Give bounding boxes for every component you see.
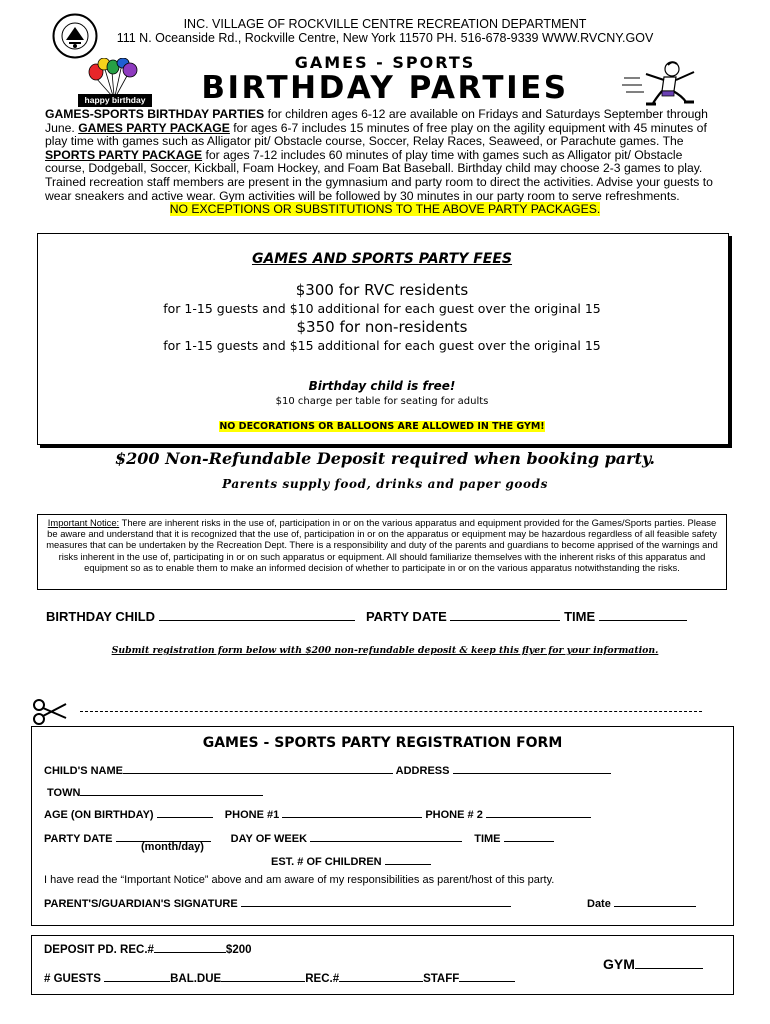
page-title: BIRTHDAY PARTIES (201, 70, 569, 106)
acknowledge-text: I have read the “Important Notice” above and am aware of my responsibilities as parent/host of this party. (44, 874, 555, 886)
bal-due-label: BAL.DUE (170, 973, 222, 985)
no-decorations-note: NO DECORATIONS OR BALLOONS ARE ALLOWED IN THE GYM! (219, 421, 545, 432)
submit-note: Submit registration form below with $200 non-refundable deposit & keep this flyer for your information. (111, 645, 659, 656)
day-of-week-label: DAY OF WEEK (230, 833, 308, 845)
gym-label: GYM (603, 956, 635, 972)
row-est-children (271, 852, 431, 868)
date-field[interactable] (614, 894, 696, 907)
scissors-icon (30, 697, 70, 727)
form-time-label: TIME (474, 833, 501, 845)
table-charge-note: $10 charge per table for seating for adults (275, 396, 489, 407)
rec-field[interactable] (339, 969, 423, 982)
guests-label: # GUESTS (44, 973, 101, 985)
deposit-required-note: $200 Non-Refundable Deposit required when booking party. (115, 449, 655, 468)
fees-title: GAMES AND SPORTS PARTY FEES (251, 251, 513, 267)
party-date-label: PARTY DATE (365, 609, 447, 624)
running-kid-clipart (616, 58, 712, 108)
date-label: Date (587, 898, 611, 910)
est-children-field[interactable] (385, 852, 431, 865)
registration-form-title: GAMES - SPORTS PARTY REGISTRATION FORM (202, 735, 563, 751)
birthday-child-label: BIRTHDAY CHILD (46, 609, 156, 624)
address-field[interactable] (453, 761, 611, 774)
cut-line (80, 711, 702, 712)
nonresident-terms: for 1-15 guests and $15 additional for each guest over the original 15 (163, 338, 601, 353)
deposit-amount: $200 (225, 944, 252, 956)
signature-label: PARENT'S/GUARDIAN'S SIGNATURE (44, 898, 238, 910)
games-sports-subtitle: GAMES - SPORTS (294, 53, 476, 72)
intro-lead: GAMES-SPORTS BIRTHDAY PARTIES (45, 107, 265, 121)
time-label: TIME (564, 609, 596, 624)
header-address-line: 111 N. Oceanside Rd., Rockville Centre, New York 11570 PH. 516-678-9339 WWW.RVCNY.GOV (116, 31, 654, 45)
deposit-paid-label: DEPOSIT PD. REC.# (44, 944, 154, 956)
row-signature (44, 894, 511, 910)
row-party-date (44, 829, 554, 845)
town-field[interactable] (80, 783, 263, 796)
nonresident-price: $350 for non-residents (296, 318, 468, 336)
age-field[interactable] (157, 805, 213, 818)
important-notice-text: There are inherent risks in the use of, participation in or on the various apparatus and equipment provided for the Games/Sports parties. Please be aware and understand that it is recognized that the use of, participation in or on the apparatus or equipment may be hazardous regardless of all feasible safety measures that can be undertaken by the Recreation Dept. There is a responsibility and duty of the parents and guardians to become apprised of the warnings and risks inherent in the use of, participating in or on such apparatus or equipment. All should familiarize themselves with the inherent risks of this apparatus and equipment so as to enable them to make an informed decision of whether to participate in or on the various apparatus notwithstanding the risks. (46, 517, 718, 573)
phone1-label: PHONE #1 (224, 809, 280, 821)
gym-field[interactable] (635, 954, 703, 969)
intro-text-2: for ages 6-7 includes 15 minutes of free play on the agility equipment with 45 minutes of play time with games such as Alligator pit/ Obstacle course, Soccer, Relay Races, Seaweed, or Parachute games. The (45, 120, 707, 149)
row-town (47, 783, 263, 799)
intro-paragraph (45, 108, 725, 217)
row-age-phone (44, 805, 591, 821)
address-label: ADDRESS (395, 765, 450, 777)
time-field[interactable] (599, 608, 687, 621)
birthday-child-free: Birthday child is free! (308, 379, 456, 393)
childs-name-label: CHILD'S NAME (44, 765, 124, 777)
form-party-date-label: PARTY DATE (44, 833, 113, 845)
row-guests (44, 969, 515, 985)
no-exceptions-note: NO EXCEPTIONS OR SUBSTITUTIONS TO THE ABOVE PARTY PACKAGES. (169, 202, 601, 217)
important-notice (37, 514, 727, 590)
party-date-field[interactable] (450, 608, 560, 621)
phone1-field[interactable] (282, 805, 422, 818)
est-children-label: EST. # OF CHILDREN (271, 856, 382, 868)
signature-field[interactable] (241, 894, 511, 907)
age-label: AGE (ON BIRTHDAY) (44, 809, 154, 821)
staff-label: STAFF (423, 973, 460, 985)
sports-package-label: SPORTS PARTY PACKAGE (45, 147, 203, 162)
staff-field[interactable] (459, 969, 515, 982)
phone2-field[interactable] (486, 805, 591, 818)
birthday-child-field[interactable] (159, 608, 355, 621)
resident-price: $300 for RVC residents (295, 281, 469, 299)
town-label: TOWN (47, 787, 81, 799)
row-childs-name (44, 761, 611, 777)
deposit-rec-field[interactable] (154, 940, 226, 953)
row-gym (603, 954, 703, 972)
intro-text-3: for ages 7-12 includes 60 minutes of play time with games such as Alligator pit/ Obstacle course, Dodgeball, Soccer, Kickball, Foam Hockey, and Foam Bat Baseball. Birthday child may choose 2-3 games to play. Trained recreation staff members are present in the gymnasium and party room to direct the activities. Advise your guests to wear sneakers and active wear. Gym activities will be followed by 30 minutes in our party room to serve refreshments. (45, 147, 713, 203)
happy-birthday-sign: happy birthday (78, 94, 152, 107)
important-notice-label: Important Notice: (47, 517, 120, 528)
phone2-label: PHONE # 2 (425, 809, 483, 821)
top-fields-row (46, 608, 687, 624)
form-time-field[interactable] (504, 829, 554, 842)
intro-text-1: for children ages 6-12 are available on Fridays and Saturdays September through June. (45, 107, 708, 135)
row-deposit (44, 940, 252, 956)
month-day-hint: (month/day) (141, 841, 204, 853)
bal-due-field[interactable] (221, 969, 305, 982)
day-of-week-field[interactable] (310, 829, 462, 842)
rec-label: REC.# (305, 973, 340, 985)
parents-supply-note: Parents supply food, drinks and paper goods (222, 477, 548, 491)
header-org-line: INC. VILLAGE OF ROCKVILLE CENTRE RECREATION DEPARTMENT (183, 17, 587, 31)
row-date (587, 894, 696, 910)
childs-name-field[interactable] (123, 761, 393, 774)
resident-terms: for 1-15 guests and $10 additional for each guest over the original 15 (163, 301, 601, 316)
guests-field[interactable] (104, 969, 170, 982)
games-package-label: GAMES PARTY PACKAGE (78, 120, 230, 135)
